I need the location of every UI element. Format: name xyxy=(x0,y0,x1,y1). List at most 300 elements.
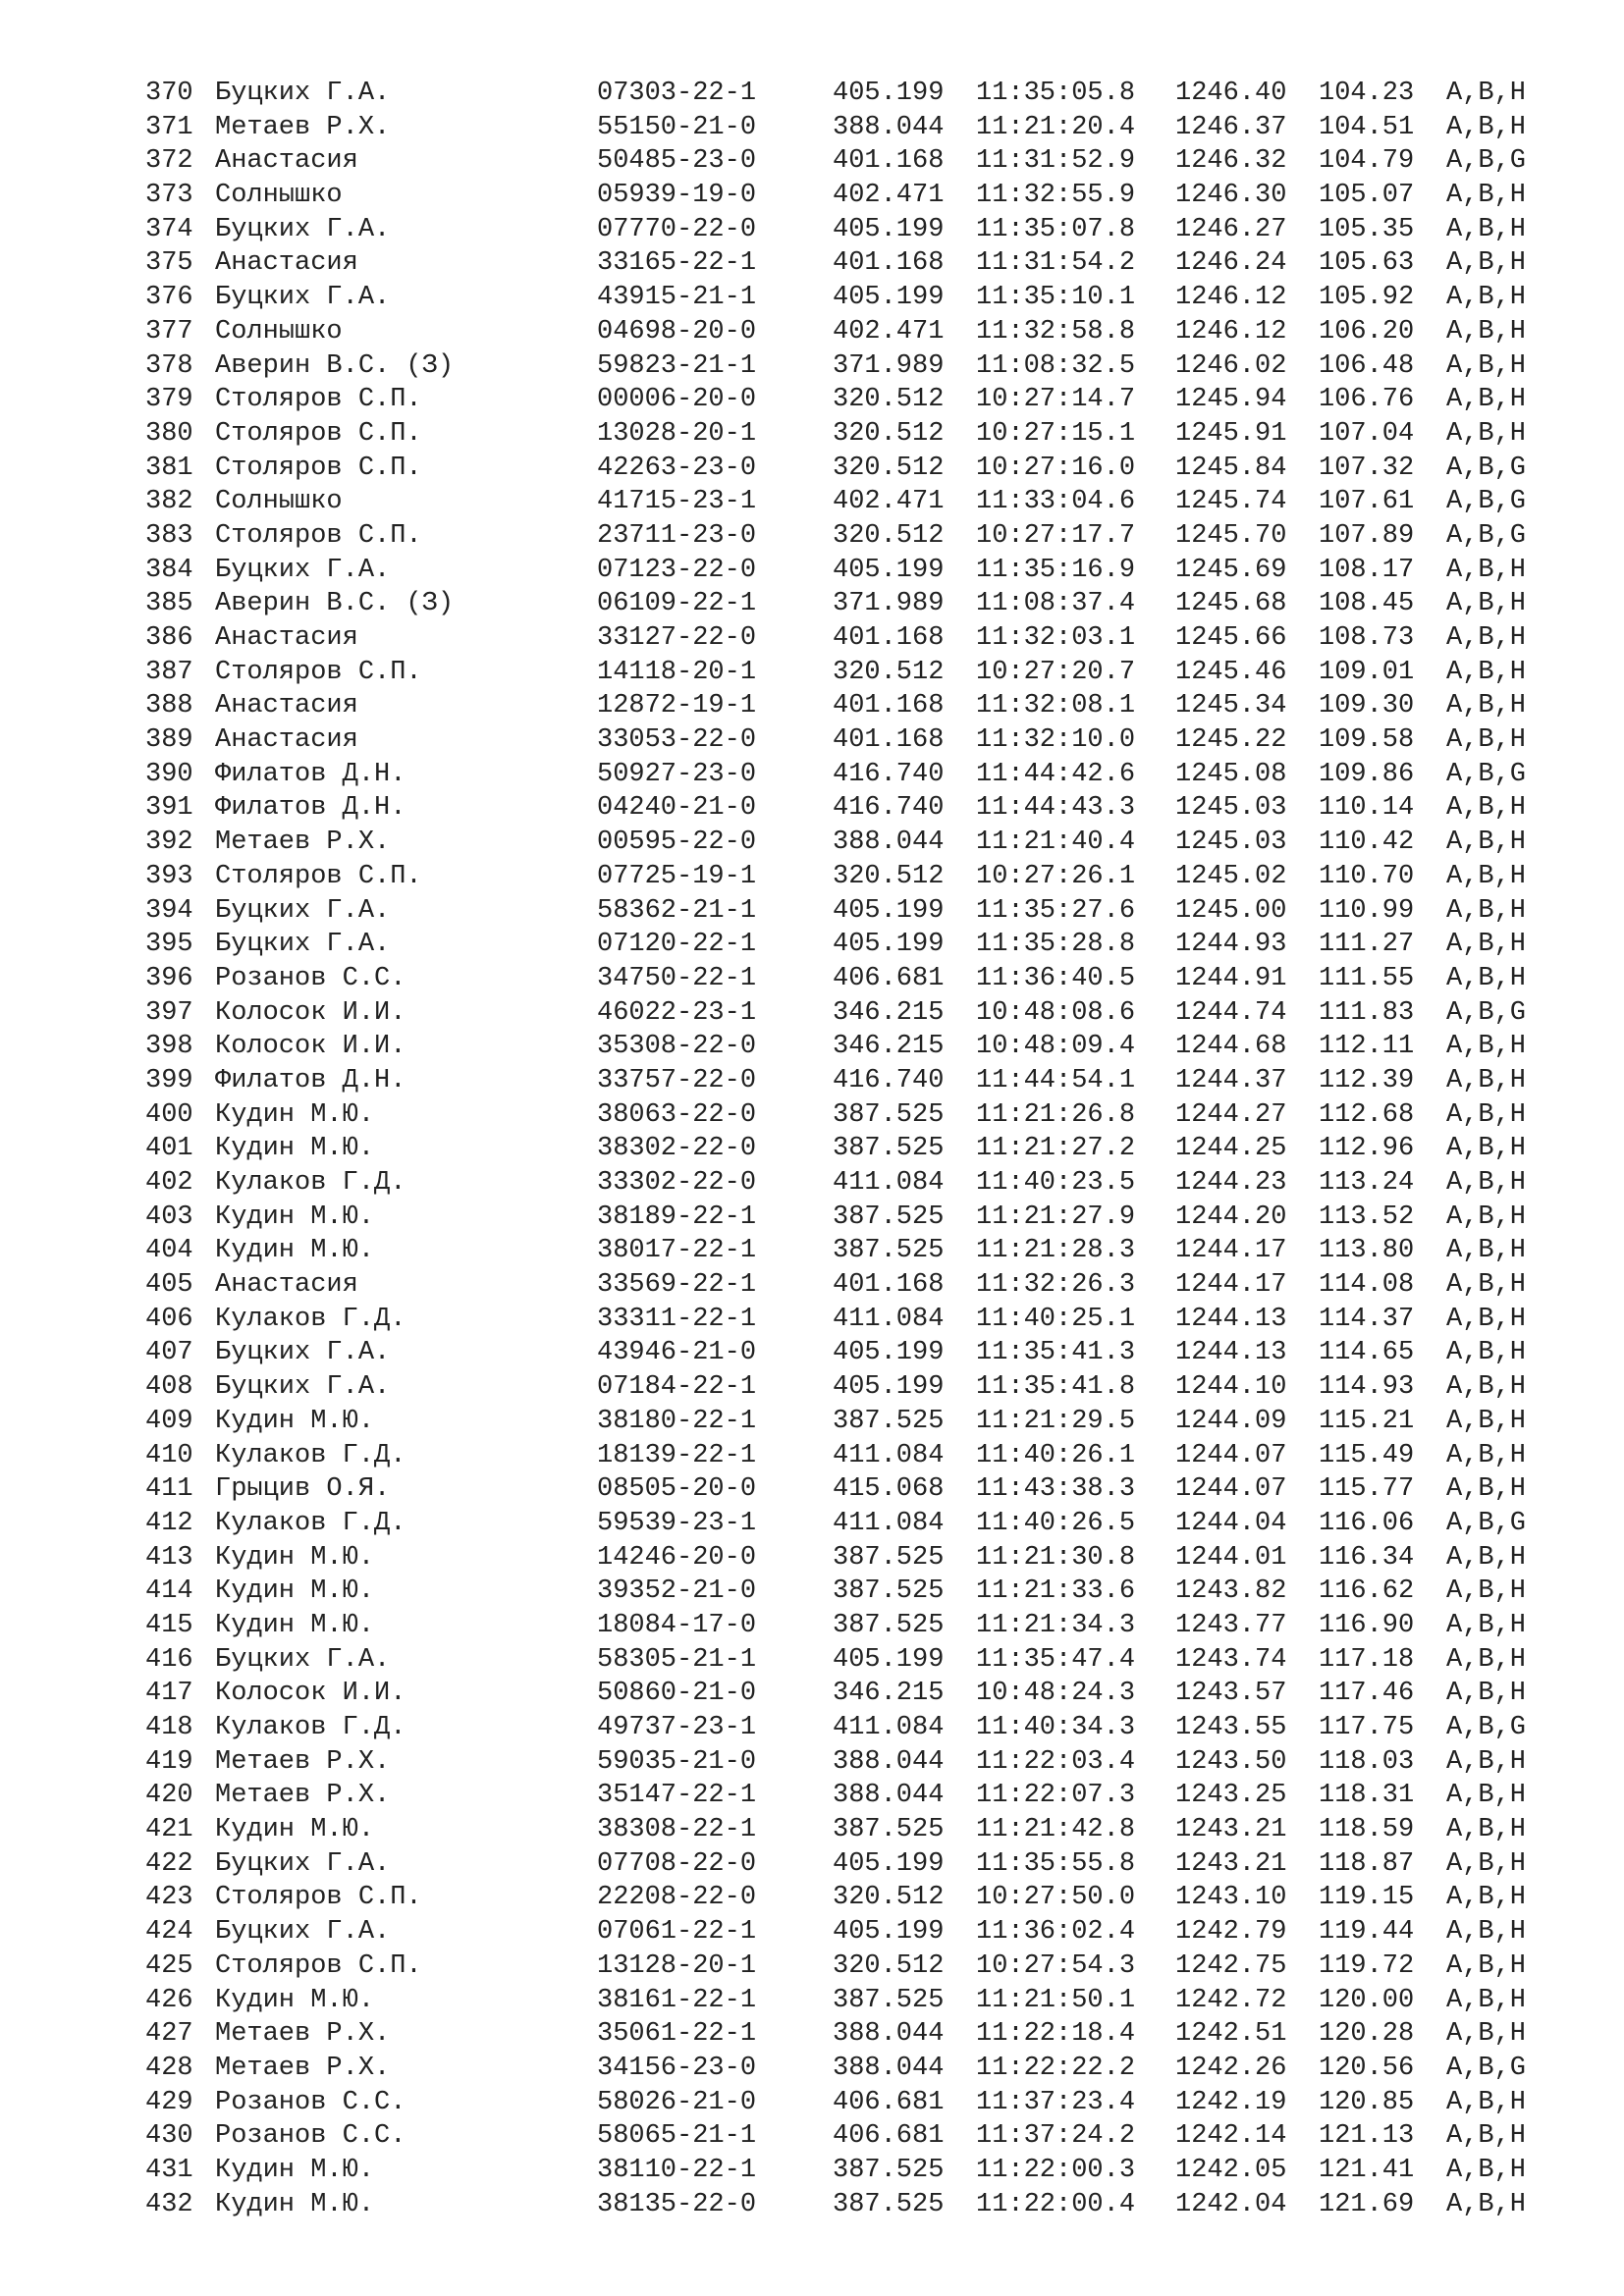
result-row xyxy=(145,1915,1559,1949)
distance: 401.168 xyxy=(833,1270,945,1301)
arrival-time: 11:21:26.8 xyxy=(976,1099,1136,1130)
distance: 405.199 xyxy=(833,283,945,313)
points: 110.99 xyxy=(1319,895,1415,926)
points: 106.20 xyxy=(1319,316,1415,347)
speed: 1245.94 xyxy=(1175,385,1287,415)
points: 116.06 xyxy=(1319,1508,1415,1538)
distance: 415.068 xyxy=(833,1474,945,1505)
ring-code: 00006-20-0 xyxy=(597,385,757,415)
points: 118.03 xyxy=(1319,1746,1415,1777)
ring-code: 23711-23-0 xyxy=(597,520,757,551)
groups: A,B,G xyxy=(1446,453,1527,483)
points: 119.15 xyxy=(1319,1883,1415,1913)
row-number: 377 xyxy=(145,316,193,347)
groups: A,B,H xyxy=(1446,657,1527,687)
speed: 1243.10 xyxy=(1175,1883,1287,1913)
fancier-name: Буцких Г.А. xyxy=(215,1848,391,1879)
distance: 387.525 xyxy=(833,1236,945,1266)
row-number: 386 xyxy=(145,623,193,653)
arrival-time: 11:44:43.3 xyxy=(976,793,1136,824)
arrival-time: 11:35:16.9 xyxy=(976,555,1136,585)
distance: 402.471 xyxy=(833,181,945,211)
arrival-time: 10:48:08.6 xyxy=(976,997,1136,1028)
arrival-time: 11:21:30.8 xyxy=(976,1542,1136,1573)
result-row xyxy=(145,1336,1559,1370)
arrival-time: 10:27:54.3 xyxy=(976,1950,1136,1981)
groups: A,B,H xyxy=(1446,1644,1527,1675)
distance: 371.989 xyxy=(833,589,945,619)
row-number: 421 xyxy=(145,1815,193,1845)
distance: 387.525 xyxy=(833,1815,945,1845)
result-row xyxy=(145,1745,1559,1780)
result-row xyxy=(145,1711,1559,1745)
fancier-name: Анастасия xyxy=(215,248,358,279)
groups: A,B,H xyxy=(1446,2189,1527,2219)
speed: 1242.14 xyxy=(1175,2121,1287,2152)
groups: A,B,G xyxy=(1446,146,1527,177)
result-row xyxy=(145,554,1559,588)
points: 107.32 xyxy=(1319,453,1415,483)
ring-code: 07061-22-1 xyxy=(597,1917,757,1948)
row-number: 430 xyxy=(145,2121,193,2152)
row-number: 378 xyxy=(145,350,193,381)
groups: A,B,G xyxy=(1446,1713,1527,1742)
speed: 1245.70 xyxy=(1175,520,1287,551)
distance: 405.199 xyxy=(833,79,945,108)
distance: 401.168 xyxy=(833,248,945,279)
distance: 401.168 xyxy=(833,725,945,756)
row-number: 395 xyxy=(145,930,193,960)
points: 111.27 xyxy=(1319,930,1415,960)
fancier-name: Метаев Р.Х. xyxy=(215,828,391,858)
distance: 401.168 xyxy=(833,691,945,721)
fancier-name: Аверин В.С. (З) xyxy=(215,350,455,381)
points: 114.37 xyxy=(1319,1304,1415,1334)
points: 117.18 xyxy=(1319,1644,1415,1675)
result-row xyxy=(145,1575,1559,1609)
distance: 416.740 xyxy=(833,1065,945,1095)
ring-code: 58305-21-1 xyxy=(597,1644,757,1675)
ring-code: 22208-22-0 xyxy=(597,1883,757,1913)
ring-code: 33757-22-0 xyxy=(597,1065,757,1095)
ring-code: 07184-22-1 xyxy=(597,1372,757,1403)
distance: 405.199 xyxy=(833,1372,945,1403)
result-row xyxy=(145,1201,1559,1235)
row-number: 432 xyxy=(145,2189,193,2219)
row-number: 418 xyxy=(145,1713,193,1742)
fancier-name: Анастасия xyxy=(215,623,358,653)
distance: 371.989 xyxy=(833,350,945,381)
result-row xyxy=(145,111,1559,145)
groups: A,B,H xyxy=(1446,1848,1527,1879)
groups: A,B,G xyxy=(1446,1508,1527,1538)
row-number: 406 xyxy=(145,1304,193,1334)
points: 108.17 xyxy=(1319,555,1415,585)
groups: A,B,H xyxy=(1446,1032,1527,1062)
ring-code: 58026-21-0 xyxy=(597,2087,757,2117)
groups: A,B,H xyxy=(1446,589,1527,619)
row-number: 411 xyxy=(145,1474,193,1505)
speed: 1244.10 xyxy=(1175,1372,1287,1403)
row-number: 420 xyxy=(145,1781,193,1811)
row-number: 380 xyxy=(145,418,193,449)
distance: 406.681 xyxy=(833,2087,945,2117)
groups: A,B,H xyxy=(1446,1917,1527,1948)
result-row xyxy=(145,758,1559,792)
groups: A,B,G xyxy=(1446,487,1527,517)
ring-code: 35147-22-1 xyxy=(597,1781,757,1811)
groups: A,B,H xyxy=(1446,1065,1527,1095)
groups: A,B,H xyxy=(1446,1781,1527,1811)
ring-code: 07770-22-0 xyxy=(597,214,757,244)
groups: A,B,H xyxy=(1446,1542,1527,1573)
fancier-name: Анастасия xyxy=(215,691,358,721)
result-row xyxy=(145,1064,1559,1098)
fancier-name: Столяров С.П. xyxy=(215,861,422,891)
result-row xyxy=(145,349,1559,384)
arrival-time: 10:27:16.0 xyxy=(976,453,1136,483)
speed: 1243.25 xyxy=(1175,1781,1287,1811)
row-number: 407 xyxy=(145,1338,193,1368)
arrival-time: 11:40:23.5 xyxy=(976,1168,1136,1198)
points: 115.77 xyxy=(1319,1474,1415,1505)
fancier-name: Столяров С.П. xyxy=(215,385,422,415)
distance: 320.512 xyxy=(833,453,945,483)
ring-code: 04698-20-0 xyxy=(597,316,757,347)
ring-code: 12872-19-1 xyxy=(597,691,757,721)
groups: A,B,H xyxy=(1446,1679,1527,1709)
result-row xyxy=(145,417,1559,452)
row-number: 412 xyxy=(145,1508,193,1538)
distance: 405.199 xyxy=(833,930,945,960)
result-row xyxy=(145,1098,1559,1133)
distance: 320.512 xyxy=(833,1883,945,1913)
points: 108.45 xyxy=(1319,589,1415,619)
row-number: 383 xyxy=(145,520,193,551)
speed: 1242.19 xyxy=(1175,2087,1287,2117)
speed: 1242.72 xyxy=(1175,1985,1287,2015)
row-number: 401 xyxy=(145,1134,193,1164)
points: 113.24 xyxy=(1319,1168,1415,1198)
groups: A,B,H xyxy=(1446,1883,1527,1913)
speed: 1245.68 xyxy=(1175,589,1287,619)
speed: 1244.25 xyxy=(1175,1134,1287,1164)
ring-code: 55150-21-0 xyxy=(597,112,757,142)
groups: A,B,G xyxy=(1446,997,1527,1028)
fancier-name: Кудин М.Ю. xyxy=(215,1815,375,1845)
ring-code: 33053-22-0 xyxy=(597,725,757,756)
result-row xyxy=(145,962,1559,996)
row-number: 379 xyxy=(145,385,193,415)
points: 106.76 xyxy=(1319,385,1415,415)
row-number: 372 xyxy=(145,146,193,177)
speed: 1244.37 xyxy=(1175,1065,1287,1095)
groups: A,B,H xyxy=(1446,1815,1527,1845)
ring-code: 33165-22-1 xyxy=(597,248,757,279)
row-number: 388 xyxy=(145,691,193,721)
groups: A,B,H xyxy=(1446,725,1527,756)
result-row xyxy=(145,587,1559,621)
result-row xyxy=(145,281,1559,315)
fancier-name: Солнышко xyxy=(215,487,343,517)
groups: A,B,H xyxy=(1446,1134,1527,1164)
points: 119.44 xyxy=(1319,1917,1415,1948)
arrival-time: 10:27:20.7 xyxy=(976,657,1136,687)
speed: 1244.27 xyxy=(1175,1099,1287,1130)
groups: A,B,H xyxy=(1446,1099,1527,1130)
distance: 387.525 xyxy=(833,1406,945,1436)
row-number: 374 xyxy=(145,214,193,244)
points: 109.86 xyxy=(1319,759,1415,789)
arrival-time: 11:35:41.3 xyxy=(976,1338,1136,1368)
fancier-name: Метаев Р.Х. xyxy=(215,1781,391,1811)
points: 105.63 xyxy=(1319,248,1415,279)
groups: A,B,G xyxy=(1446,759,1527,789)
groups: A,B,H xyxy=(1446,691,1527,721)
fancier-name: Солнышко xyxy=(215,316,343,347)
distance: 387.525 xyxy=(833,1576,945,1607)
row-number: 431 xyxy=(145,2155,193,2185)
speed: 1245.02 xyxy=(1175,861,1287,891)
groups: A,B,H xyxy=(1446,112,1527,142)
row-number: 428 xyxy=(145,2053,193,2083)
speed: 1242.51 xyxy=(1175,2019,1287,2050)
distance: 405.199 xyxy=(833,1917,945,1948)
points: 119.72 xyxy=(1319,1950,1415,1981)
row-number: 423 xyxy=(145,1883,193,1913)
row-number: 399 xyxy=(145,1065,193,1095)
result-row xyxy=(145,1881,1559,1915)
row-number: 409 xyxy=(145,1406,193,1436)
speed: 1245.69 xyxy=(1175,555,1287,585)
fancier-name: Буцких Г.А. xyxy=(215,79,391,108)
fancier-name: Буцких Г.А. xyxy=(215,1338,391,1368)
result-row xyxy=(145,1643,1559,1678)
ring-code: 38180-22-1 xyxy=(597,1406,757,1436)
points: 106.48 xyxy=(1319,350,1415,381)
distance: 411.084 xyxy=(833,1168,945,1198)
arrival-time: 11:32:26.3 xyxy=(976,1270,1136,1301)
result-row xyxy=(145,1541,1559,1575)
arrival-time: 11:21:20.4 xyxy=(976,112,1136,142)
fancier-name: Метаев Р.Х. xyxy=(215,112,391,142)
groups: A,B,H xyxy=(1446,1576,1527,1607)
speed: 1246.02 xyxy=(1175,350,1287,381)
fancier-name: Буцких Г.А. xyxy=(215,1372,391,1403)
ring-code: 50927-23-0 xyxy=(597,759,757,789)
ring-code: 38189-22-1 xyxy=(597,1201,757,1232)
speed: 1244.17 xyxy=(1175,1270,1287,1301)
arrival-time: 11:35:07.8 xyxy=(976,214,1136,244)
points: 109.30 xyxy=(1319,691,1415,721)
points: 111.83 xyxy=(1319,997,1415,1028)
result-row xyxy=(145,1303,1559,1337)
groups: A,B,H xyxy=(1446,316,1527,347)
speed: 1244.04 xyxy=(1175,1508,1287,1538)
ring-code: 50485-23-0 xyxy=(597,146,757,177)
points: 107.04 xyxy=(1319,418,1415,449)
result-row xyxy=(145,179,1559,213)
speed: 1243.82 xyxy=(1175,1576,1287,1607)
arrival-time: 11:32:03.1 xyxy=(976,623,1136,653)
fancier-name: Столяров С.П. xyxy=(215,453,422,483)
speed: 1246.24 xyxy=(1175,248,1287,279)
points: 112.11 xyxy=(1319,1032,1415,1062)
arrival-time: 11:31:52.9 xyxy=(976,146,1136,177)
result-row xyxy=(145,723,1559,758)
result-row xyxy=(145,144,1559,179)
speed: 1244.93 xyxy=(1175,930,1287,960)
ring-code: 38161-22-1 xyxy=(597,1985,757,2015)
result-row xyxy=(145,1779,1559,1813)
fancier-name: Филатов Д.Н. xyxy=(215,1065,406,1095)
arrival-time: 11:21:27.9 xyxy=(976,1201,1136,1232)
row-number: 398 xyxy=(145,1032,193,1062)
arrival-time: 11:32:10.0 xyxy=(976,725,1136,756)
arrival-time: 11:35:05.8 xyxy=(976,79,1136,108)
result-row xyxy=(145,383,1559,417)
points: 107.61 xyxy=(1319,487,1415,517)
groups: A,B,H xyxy=(1446,385,1527,415)
result-row xyxy=(145,1472,1559,1507)
distance: 387.525 xyxy=(833,1610,945,1640)
distance: 388.044 xyxy=(833,1781,945,1811)
arrival-time: 11:33:04.6 xyxy=(976,487,1136,517)
speed: 1244.01 xyxy=(1175,1542,1287,1573)
distance: 411.084 xyxy=(833,1713,945,1742)
points: 112.96 xyxy=(1319,1134,1415,1164)
ring-code: 07123-22-0 xyxy=(597,555,757,585)
distance: 405.199 xyxy=(833,1644,945,1675)
points: 120.28 xyxy=(1319,2019,1415,2050)
fancier-name: Метаев Р.Х. xyxy=(215,1746,391,1777)
fancier-name: Кудин М.Ю. xyxy=(215,2155,375,2185)
row-number: 404 xyxy=(145,1236,193,1266)
ring-code: 13028-20-1 xyxy=(597,418,757,449)
arrival-time: 11:22:18.4 xyxy=(976,2019,1136,2050)
row-number: 417 xyxy=(145,1679,193,1709)
arrival-time: 11:35:28.8 xyxy=(976,930,1136,960)
distance: 411.084 xyxy=(833,1304,945,1334)
result-row xyxy=(145,1132,1559,1166)
row-number: 400 xyxy=(145,1099,193,1130)
ring-code: 38135-22-0 xyxy=(597,2189,757,2219)
ring-code: 38302-22-0 xyxy=(597,1134,757,1164)
speed: 1244.74 xyxy=(1175,997,1287,1028)
distance: 387.525 xyxy=(833,1099,945,1130)
row-number: 370 xyxy=(145,79,193,108)
arrival-time: 11:44:42.6 xyxy=(976,759,1136,789)
distance: 416.740 xyxy=(833,759,945,789)
result-row xyxy=(145,928,1559,962)
ring-code: 18084-17-0 xyxy=(597,1610,757,1640)
points: 109.58 xyxy=(1319,725,1415,756)
fancier-name: Кулаков Г.Д. xyxy=(215,1168,406,1198)
speed: 1242.79 xyxy=(1175,1917,1287,1948)
points: 112.39 xyxy=(1319,1065,1415,1095)
arrival-time: 10:48:09.4 xyxy=(976,1032,1136,1062)
ring-code: 59823-21-1 xyxy=(597,350,757,381)
arrival-time: 11:43:38.3 xyxy=(976,1474,1136,1505)
arrival-time: 11:21:29.5 xyxy=(976,1406,1136,1436)
speed: 1244.17 xyxy=(1175,1236,1287,1266)
arrival-time: 11:35:10.1 xyxy=(976,283,1136,313)
fancier-name: Кудин М.Ю. xyxy=(215,1099,375,1130)
distance: 387.525 xyxy=(833,1985,945,2015)
arrival-time: 11:21:33.6 xyxy=(976,1576,1136,1607)
fancier-name: Грыцив О.Я. xyxy=(215,1474,391,1505)
arrival-time: 11:22:03.4 xyxy=(976,1746,1136,1777)
fancier-name: Столяров С.П. xyxy=(215,1883,422,1913)
points: 105.07 xyxy=(1319,181,1415,211)
groups: A,B,H xyxy=(1446,79,1527,108)
fancier-name: Метаев Р.Х. xyxy=(215,2053,391,2083)
fancier-name: Колосок И.И. xyxy=(215,1679,406,1709)
distance: 320.512 xyxy=(833,861,945,891)
distance: 401.168 xyxy=(833,623,945,653)
row-number: 392 xyxy=(145,828,193,858)
arrival-time: 10:27:15.1 xyxy=(976,418,1136,449)
fancier-name: Филатов Д.Н. xyxy=(215,759,406,789)
groups: A,B,H xyxy=(1446,1474,1527,1505)
row-number: 389 xyxy=(145,725,193,756)
result-row xyxy=(145,2188,1559,2222)
fancier-name: Столяров С.П. xyxy=(215,418,422,449)
result-row xyxy=(145,2154,1559,2188)
groups: A,B,H xyxy=(1446,283,1527,313)
row-number: 402 xyxy=(145,1168,193,1198)
speed: 1244.23 xyxy=(1175,1168,1287,1198)
groups: A,B,H xyxy=(1446,248,1527,279)
ring-code: 38110-22-1 xyxy=(597,2155,757,2185)
result-row xyxy=(145,860,1559,894)
ring-code: 07120-22-1 xyxy=(597,930,757,960)
speed: 1244.09 xyxy=(1175,1406,1287,1436)
speed: 1243.55 xyxy=(1175,1713,1287,1742)
ring-code: 42263-23-0 xyxy=(597,453,757,483)
ring-code: 33127-22-0 xyxy=(597,623,757,653)
groups: A,B,H xyxy=(1446,963,1527,993)
distance: 406.681 xyxy=(833,2121,945,2152)
groups: A,B,G xyxy=(1446,2053,1527,2083)
speed: 1243.21 xyxy=(1175,1815,1287,1845)
points: 114.93 xyxy=(1319,1372,1415,1403)
points: 107.89 xyxy=(1319,520,1415,551)
groups: A,B,H xyxy=(1446,1168,1527,1198)
fancier-name: Кудин М.Ю. xyxy=(215,1134,375,1164)
arrival-time: 11:37:24.2 xyxy=(976,2121,1136,2152)
points: 116.90 xyxy=(1319,1610,1415,1640)
points: 104.23 xyxy=(1319,79,1415,108)
points: 110.70 xyxy=(1319,861,1415,891)
distance: 320.512 xyxy=(833,520,945,551)
fancier-name: Кудин М.Ю. xyxy=(215,1236,375,1266)
points: 114.65 xyxy=(1319,1338,1415,1368)
speed: 1245.03 xyxy=(1175,793,1287,824)
points: 120.85 xyxy=(1319,2087,1415,2117)
speed: 1245.91 xyxy=(1175,418,1287,449)
arrival-time: 11:40:25.1 xyxy=(976,1304,1136,1334)
distance: 346.215 xyxy=(833,997,945,1028)
distance: 405.199 xyxy=(833,1338,945,1368)
distance: 320.512 xyxy=(833,385,945,415)
speed: 1245.08 xyxy=(1175,759,1287,789)
points: 110.14 xyxy=(1319,793,1415,824)
distance: 387.525 xyxy=(833,2189,945,2219)
arrival-time: 11:36:40.5 xyxy=(976,963,1136,993)
groups: A,B,H xyxy=(1446,1201,1527,1232)
distance: 346.215 xyxy=(833,1679,945,1709)
